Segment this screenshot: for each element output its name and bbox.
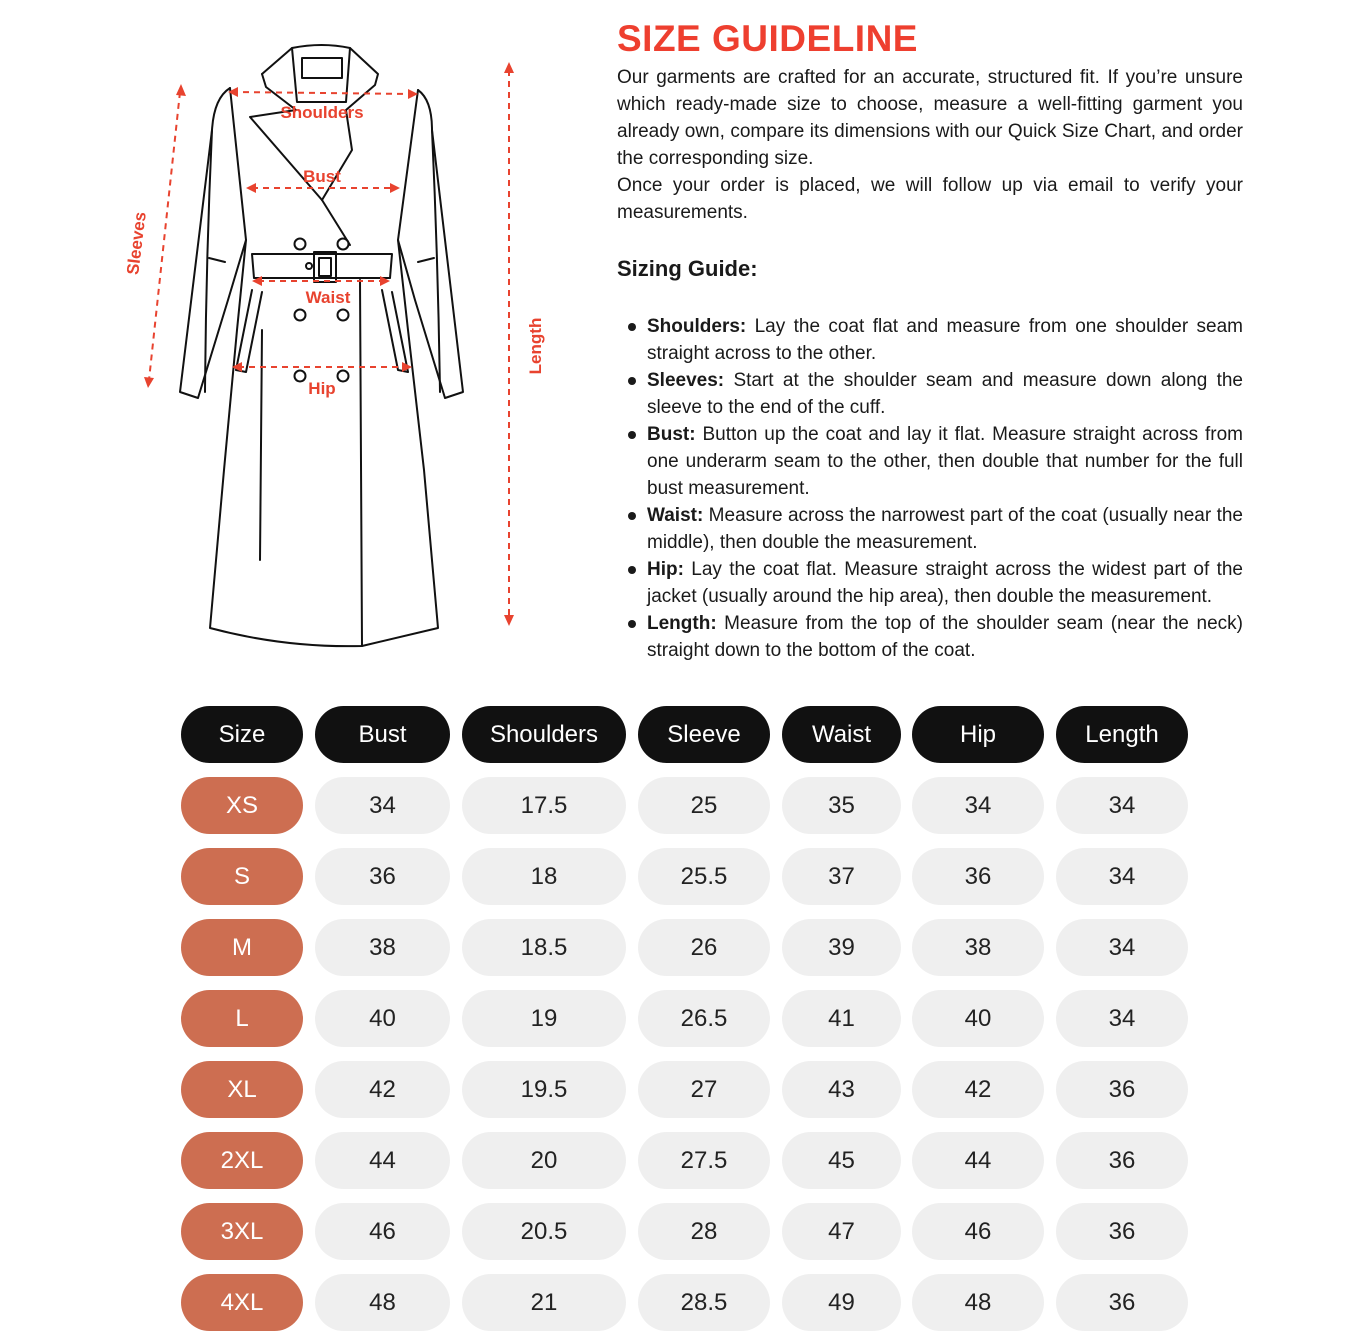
size-label-3xl: 3XL (181, 1203, 303, 1260)
table-cell-sleeve: 27 (638, 1061, 770, 1118)
guide-term: Hip: (647, 559, 684, 580)
header-shoulders: Shoulders (462, 706, 626, 763)
guide-text: Lay the coat flat. Measure straight across the widest part of the jacket (usually around the hip area), then double the measurement. (647, 559, 1243, 607)
table-cell-bust: 40 (315, 990, 450, 1047)
table-cell-shoulders: 21 (462, 1274, 626, 1331)
table-cell-bust: 36 (315, 848, 450, 905)
guide-text: Button up the coat and lay it flat. Measure straight across from one underarm seam to the other, then double that number for the full bust measurement. (647, 424, 1243, 499)
table-cell-hip: 40 (912, 990, 1044, 1047)
measurement-lines (149, 70, 509, 618)
table-cell-hip: 34 (912, 777, 1044, 834)
guide-item-waist (617, 502, 1243, 556)
guide-term: Sleeves: (647, 370, 725, 391)
guide-term: Bust: (647, 424, 696, 445)
table-cell-hip: 44 (912, 1132, 1044, 1189)
table-cell-waist: 37 (782, 848, 901, 905)
guide-item-sleeves (617, 367, 1243, 421)
guide-term: Shoulders: (647, 316, 747, 337)
table-cell-length: 34 (1056, 848, 1188, 905)
table-cell-length: 34 (1056, 777, 1188, 834)
table-cell-length: 36 (1056, 1132, 1188, 1189)
table-cell-bust: 34 (315, 777, 450, 834)
table-cell-bust: 38 (315, 919, 450, 976)
table-cell-sleeve: 28 (638, 1203, 770, 1260)
table-cell-sleeve: 25.5 (638, 848, 770, 905)
guide-text: Measure across the narrowest part of the coat (usually near the middle), then double the measurement. (647, 505, 1243, 553)
size-label-xs: XS (181, 777, 303, 834)
size-label-l: L (181, 990, 303, 1047)
coat-outline (180, 45, 463, 646)
table-cell-hip: 42 (912, 1061, 1044, 1118)
table-cell-waist: 47 (782, 1203, 901, 1260)
table-cell-hip: 36 (912, 848, 1044, 905)
table-cell-waist: 45 (782, 1132, 901, 1189)
size-label-4xl: 4XL (181, 1274, 303, 1331)
hip-label: Hip (308, 379, 336, 398)
header-waist: Waist (782, 706, 901, 763)
table-cell-shoulders: 18.5 (462, 919, 626, 976)
guide-item-hip (617, 556, 1243, 610)
table-cell-sleeve: 26.5 (638, 990, 770, 1047)
table-cell-shoulders: 20 (462, 1132, 626, 1189)
header-length: Length (1056, 706, 1188, 763)
measurement-arrowheads (144, 62, 514, 626)
sleeves-label: Sleeves (123, 210, 150, 276)
guide-term: Waist: (647, 505, 704, 526)
page-title: SIZE GUIDELINE (617, 18, 918, 59)
table-cell-length: 34 (1056, 990, 1188, 1047)
intro-paragraph: Once your order is placed, we will follow up via email to verify your measurements. (617, 175, 1243, 223)
table-cell-sleeve: 25 (638, 777, 770, 834)
table-cell-bust: 44 (315, 1132, 450, 1189)
sizing-guide-list (617, 313, 1243, 664)
size-label-2xl: 2XL (181, 1132, 303, 1189)
guide-item-shoulders (617, 313, 1243, 367)
table-cell-bust: 46 (315, 1203, 450, 1260)
guide-term: Length: (647, 613, 717, 634)
table-cell-shoulders: 19.5 (462, 1061, 626, 1118)
table-cell-shoulders: 19 (462, 990, 626, 1047)
guide-text: Lay the coat flat and measure from one shoulder seam straight across to the other. (647, 316, 1243, 364)
guide-item-bust (617, 421, 1243, 502)
table-cell-length: 36 (1056, 1274, 1188, 1331)
size-label-m: M (181, 919, 303, 976)
table-cell-waist: 43 (782, 1061, 901, 1118)
table-cell-shoulders: 17.5 (462, 777, 626, 834)
table-cell-shoulders: 20.5 (462, 1203, 626, 1260)
table-cell-shoulders: 18 (462, 848, 626, 905)
table-cell-length: 34 (1056, 919, 1188, 976)
table-cell-hip: 46 (912, 1203, 1044, 1260)
table-cell-hip: 38 (912, 919, 1044, 976)
header-size: Size (181, 706, 303, 763)
guide-text: Measure from the top of the shoulder seam (near the neck) straight down to the bottom of the coat. (647, 613, 1243, 661)
table-cell-sleeve: 26 (638, 919, 770, 976)
table-cell-hip: 48 (912, 1274, 1044, 1331)
waist-label: Waist (305, 288, 351, 307)
bust-label: Bust (303, 167, 341, 186)
coat-diagram (115, 35, 565, 655)
coat-buttons (295, 239, 349, 382)
table-cell-sleeve: 28.5 (638, 1274, 770, 1331)
intro-paragraph: Our garments are crafted for an accurate, structured fit. If you’re unsure which ready-made size to choose, measure a well-fitting garment you already own, compare its dimensions with our Quick Size Chart, and order the corresponding size. (617, 67, 1243, 169)
table-cell-length: 36 (1056, 1061, 1188, 1118)
guide-text: Start at the shoulder seam and measure down along the sleeve to the end of the cuff. (647, 370, 1243, 418)
table-cell-waist: 41 (782, 990, 901, 1047)
intro-text (617, 64, 1243, 226)
table-cell-bust: 48 (315, 1274, 450, 1331)
size-label-xl: XL (181, 1061, 303, 1118)
table-cell-waist: 39 (782, 919, 901, 976)
guide-item-length (617, 610, 1243, 664)
header-sleeve: Sleeve (638, 706, 770, 763)
table-cell-length: 36 (1056, 1203, 1188, 1260)
sizing-guide-heading: Sizing Guide: (617, 256, 758, 281)
length-label: Length (526, 317, 545, 375)
size-label-s: S (181, 848, 303, 905)
table-cell-waist: 49 (782, 1274, 901, 1331)
header-hip: Hip (912, 706, 1044, 763)
shoulders-label: Shoulders (280, 103, 364, 122)
header-bust: Bust (315, 706, 450, 763)
table-cell-bust: 42 (315, 1061, 450, 1118)
table-cell-sleeve: 27.5 (638, 1132, 770, 1189)
table-cell-waist: 35 (782, 777, 901, 834)
